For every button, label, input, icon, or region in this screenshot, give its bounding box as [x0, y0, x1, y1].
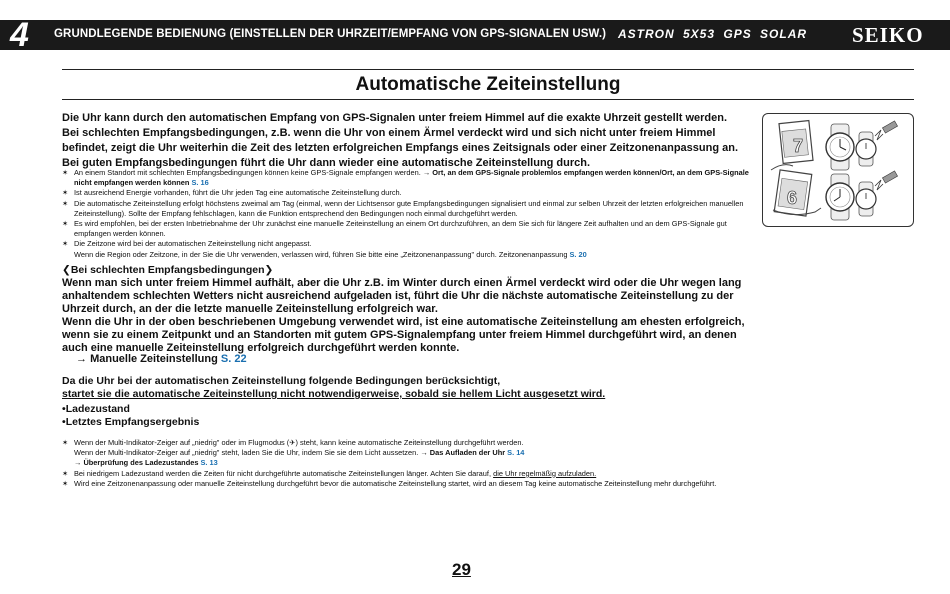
bad-conditions-body: Wenn man sich unter freiem Himmel aufhält, aber die Uhr z.B. im Winter durch einen Ärmel verdeckt wird oder die Uhr wegen lang anhaltendem schlechten Wetters nicht ausreichend aufgeladen ist, führt die Uhr die nächste automatische Zeiteinstellung zu der Uhrzeit durch, an der die letzte manuelle Zeiteinstellung erfolgreich war. Wenn die Uhr in der oben beschriebenen Umgebung verwendet wird, ist eine automatische Zeiteinstellung am ehesten erfolgreich, wenn sie zu einem Zeitpunkt und an Standorten mit gutem GPS-Signalempfang unter freiem Himmel durchgeführt wird, an denen auch eine manuelle Zeiteinstellung erfolgreich durchgeführt werden konnte. [62, 277, 745, 354]
asterisk-icon: ✶ [62, 438, 69, 447]
svg-text:6: 6 [787, 188, 798, 208]
watch-icon [856, 182, 876, 216]
notes-list [62, 168, 752, 260]
page-ref-link[interactable]: S. 22 [220, 353, 247, 365]
note-item: ✶ An einem Standort mit schlechten Empfangsbedingungen können keine GPS-Signale empfangen werden. → Ort, an dem GPS-Signale problemlos empfangen werden können/Ort, an dem GPS-Signale nicht empfangen werden können S. 16 [62, 168, 749, 188]
title-rule-bottom [62, 99, 914, 100]
watch-calendar-illustration [763, 114, 913, 226]
lead-paragraph [62, 111, 752, 171]
note-item: ✶ Die automatische Zeiteinstellung erfolgt höchstens zweimal am Tag (einmal, wenn der Lichtsensor gute Empfangsbedingungen signalisiert und einmal zur selben Uhrzeit der letzten erfolgreichen manuellen Zeiteinstellung). Sollte der Empfang fehlschlagen, kann die Funktion entsprechend den Bedingungen noch einmal durchgeführt werden. [62, 198, 744, 218]
satellite-icon [875, 121, 898, 140]
page-ref-link[interactable]: S. 14 [507, 448, 525, 458]
asterisk-icon: ✶ [62, 468, 69, 478]
chapter-title: GRUNDLEGENDE BEDIENUNG (EINSTELLEN DER UHRZEIT/EMPFANG VON GPS-SIGNALEN USW.) [54, 28, 607, 40]
conditions-paragraph: Da die Uhr bei der automatischen Zeiteinstellung folgende Bedingungen berücksichtigt, startet sie die automatische Zeiteinstellung nicht notwendigerweise, sobald sie hellem Licht ausgesetzt wird. [62, 375, 606, 400]
svg-text:7: 7 [793, 136, 804, 156]
note-item: ✶ Es wird empfohlen, bei der ersten Inbetriebnahme der Uhr zunächst eine manuelle Zeiteinstellung an einem Ort durchzuführen, an dem Sie sich für längere Zeit aufhalten und an dem GPS-Signale gut empfangen werden können. [62, 219, 727, 239]
angle-right-icon: ❯ [264, 264, 274, 276]
title-rule-top [62, 69, 914, 70]
notes-list-2 [62, 438, 752, 489]
lead-line: Die Uhr kann durch den automatischen Empfang von GPS-Signalen unter freiem Himmel auf die exakte Uhrzeit gestellt werden. [62, 112, 728, 124]
note-item: ✶ Wenn der Multi-Indikator-Zeiger auf „niedrig" oder im Flugmodus (✈) steht, kann keine automatische Zeiteinstellung durchgeführt werden. Wenn der Multi-Indikator-Zeiger auf „niedrig" steht, laden Sie die Uhr, indem Sie sie dem Licht aussetzen. → Das Aufladen der Uhr S. 14 → Überprüfung des Ladezustandes S. 13 [62, 438, 525, 468]
page-ref-link[interactable]: S. 20 [569, 249, 587, 259]
note-item: ✶ Ist ausreichend Energie vorhanden, führt die Uhr jeden Tag eine automatische Zeiteinstellung durch. [62, 188, 402, 198]
airplane-icon: ✈ [289, 438, 296, 447]
illustration-panel [762, 113, 914, 227]
bullet-item: •Ladezustand [62, 403, 130, 415]
asterisk-icon: ✶ [62, 198, 69, 208]
bullet-item: •Letztes Empfangsergebnis [62, 416, 200, 428]
page-number: 29 [452, 560, 471, 579]
asterisk-icon: ✶ [62, 168, 69, 177]
watch-icon [826, 124, 854, 170]
watch-icon [856, 132, 876, 166]
satellite-icon [875, 171, 898, 190]
chapter-number: 4 [10, 16, 29, 54]
manual-setting-ref: → Manuelle Zeiteinstellung S. 22 [76, 353, 247, 365]
section-title: Automatische Zeiteinstellung [355, 74, 621, 95]
asterisk-icon: ✶ [62, 239, 69, 249]
asterisk-icon: ✶ [62, 188, 69, 198]
note-item: ✶ Die Zeitzone wird bei der automatischen Zeiteinstellung nicht angepasst. Wenn die Region oder Zeitzone, in der Sie die Uhr verwenden, verlassen wird, führen Sie bitte eine „Zeitzonenanpassung" durch. Zeitzonenanpassung S. 20 [62, 239, 587, 259]
note-item: ✶ Wird eine Zeitzonenanpassung oder manuelle Zeiteinstellung durchgeführt bevor die automatische Zeiteinstellung startet, wird an diesem Tag keine automatische Zeiteinstellung mehr durchgeführt. [62, 478, 717, 488]
asterisk-icon: ✶ [62, 478, 69, 488]
page-ref-link[interactable]: S. 16 [191, 178, 209, 188]
note-item: ✶ Bei niedrigem Ladezustand werden die Zeiten für nicht durchgeführte automatische Zeiteinstellungen länger. Achten Sie darauf, die Uhr regelmäßig aufzuladen. [62, 468, 597, 478]
lead-line: Bei guten Empfangsbedingungen führt die Uhr dann wieder eine automatische Zeiteinstellung durch. [62, 157, 591, 169]
page-ref-link[interactable]: S. 13 [200, 458, 218, 468]
conditions-bullets [62, 403, 752, 429]
asterisk-icon: ✶ [62, 219, 69, 229]
lead-line: Bei schlechten Empfangsbedingungen, z.B. wenn die Uhr von einem Ärmel verdeckt wird und sich nicht unter freiem Himmel befindet, zeigt die Uhr weiterhin die Zeit des letzten erfolgreichen Empfangs eines Zeitsignals oder einer Zeitzonenanpassung an. [62, 127, 739, 154]
arrow-right-icon: → [76, 353, 91, 365]
brand-logo: SEIKO [852, 23, 924, 47]
angle-left-icon: ❮ [62, 264, 71, 276]
model-name: ASTRON 5X53 GPS SOLAR [618, 27, 808, 41]
chapter-header-bar [0, 16, 950, 54]
subheading: ❮Bei schlechten Empfangsbedingungen❯ [62, 264, 274, 276]
watch-icon [826, 174, 854, 220]
calendar-icon [771, 121, 821, 216]
